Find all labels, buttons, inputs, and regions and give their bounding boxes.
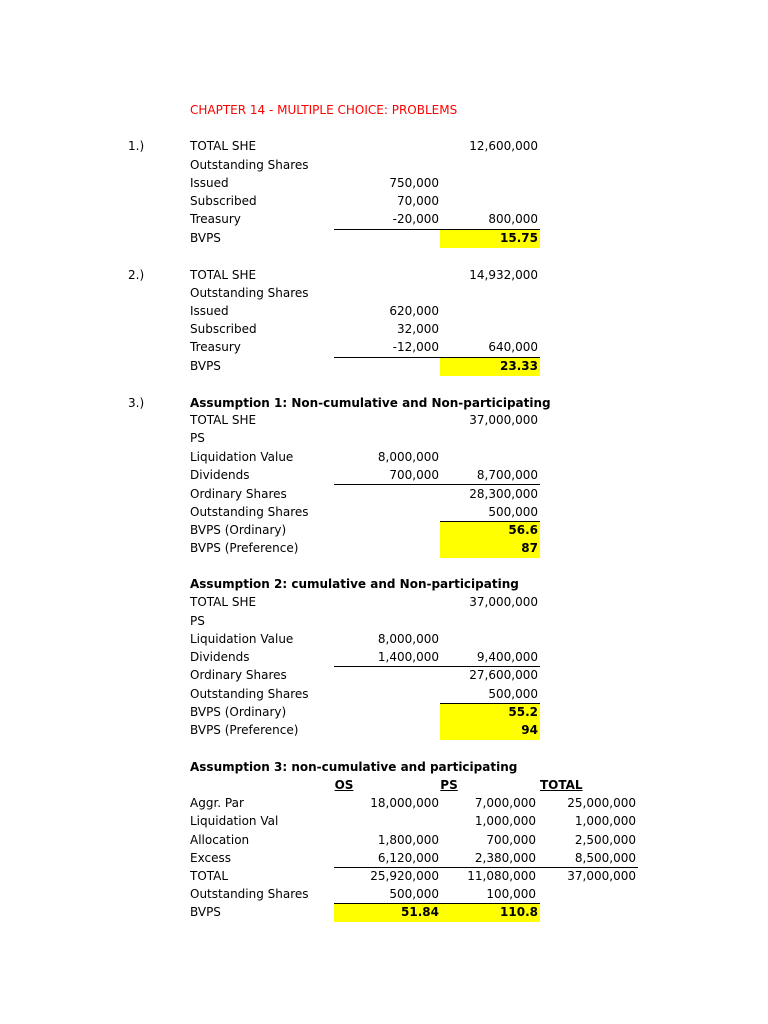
row-label: BVPS — [190, 359, 221, 373]
assumption-heading: Assumption 3: non-cumulative and participating — [190, 760, 518, 774]
ps-value: 11,080,000 — [467, 869, 536, 883]
os-value: 500,000 — [389, 887, 439, 901]
ordinary-shares-value: 27,600,000 — [469, 668, 538, 682]
assumption-heading: Assumption 1: Non-cumulative and Non-participating — [190, 396, 551, 410]
row-label: TOTAL SHE — [190, 595, 257, 609]
row-label: Outstanding Shares — [190, 687, 309, 701]
column-header-os: OS — [334, 778, 354, 792]
outstanding-value: 640,000 — [488, 340, 538, 354]
ps-value: 2,380,000 — [474, 851, 536, 865]
row-label: Issued — [190, 176, 229, 190]
row-label: Allocation — [190, 833, 250, 847]
page-title: CHAPTER 14 - MULTIPLE CHOICE: PROBLEMS — [190, 103, 458, 117]
total-value: 37,000,000 — [567, 869, 636, 883]
ps-value: 700,000 — [486, 833, 536, 847]
row-label: Aggr. Par — [190, 796, 244, 810]
problem-number: 1.) — [128, 139, 145, 153]
row-label: Excess — [190, 851, 231, 865]
row-label: Outstanding Shares — [190, 887, 309, 901]
dividends-value: 700,000 — [389, 468, 439, 482]
row-label: BVPS (Preference) — [190, 541, 299, 555]
row-label: BVPS (Preference) — [190, 723, 299, 737]
total-value: 25,000,000 — [567, 796, 636, 810]
liquidation-value: 8,000,000 — [377, 450, 439, 464]
row-label: Issued — [190, 304, 229, 318]
total-value: 8,500,000 — [574, 851, 636, 865]
row-label: Treasury — [190, 212, 241, 226]
row-label: Outstanding Shares — [190, 158, 309, 172]
bvps-preference-value: 87 — [521, 541, 538, 555]
os-value — [334, 812, 439, 830]
outstanding-value: 500,000 — [488, 687, 538, 701]
row-label: Subscribed — [190, 194, 257, 208]
row-label: Ordinary Shares — [190, 668, 287, 682]
subscribed-value: 32,000 — [397, 322, 439, 336]
row-label: BVPS — [190, 231, 221, 245]
row-label: BVPS — [190, 905, 221, 919]
total-she-value: 37,000,000 — [469, 595, 538, 609]
row-label: TOTAL — [190, 869, 229, 883]
treasury-value: -12,000 — [392, 340, 439, 354]
problem-number: 3.) — [128, 396, 145, 410]
row-label: TOTAL SHE — [190, 139, 257, 153]
row-label: Dividends — [190, 468, 250, 482]
bvps-ordinary-value: 55.2 — [508, 705, 538, 719]
row-label: Ordinary Shares — [190, 487, 287, 501]
row-label: Liquidation Val — [190, 814, 279, 828]
treasury-value: -20,000 — [392, 212, 439, 226]
row-label: BVPS (Ordinary) — [190, 705, 287, 719]
os-value: 25,920,000 — [370, 869, 439, 883]
os-value: 1,800,000 — [377, 833, 439, 847]
ordinary-shares-value: 28,300,000 — [469, 487, 538, 501]
ps-bvps-value: 110.8 — [500, 905, 538, 919]
outstanding-value: 500,000 — [488, 505, 538, 519]
subscribed-value: 70,000 — [397, 194, 439, 208]
bvps-value: 23.33 — [500, 359, 538, 373]
row-label: Subscribed — [190, 322, 257, 336]
total-she-value: 37,000,000 — [469, 413, 538, 427]
ps-value: 100,000 — [486, 887, 536, 901]
ps-value: 1,000,000 — [474, 814, 536, 828]
ps-total-value: 9,400,000 — [476, 650, 538, 664]
bvps-ordinary-value: 56.6 — [508, 523, 538, 537]
row-label: Outstanding Shares — [190, 505, 309, 519]
ps-total-value: 8,700,000 — [476, 468, 538, 482]
os-value: 6,120,000 — [377, 851, 439, 865]
total-she-value: 14,932,000 — [469, 268, 538, 282]
issued-value: 620,000 — [389, 304, 439, 318]
row-label: Outstanding Shares — [190, 286, 309, 300]
liquidation-value: 8,000,000 — [377, 632, 439, 646]
row-label: Dividends — [190, 650, 250, 664]
row-label: PS — [190, 431, 205, 445]
problem-number: 2.) — [128, 268, 145, 282]
row-label: Liquidation Value — [190, 632, 294, 646]
row-label: PS — [190, 614, 205, 628]
dividends-value: 1,400,000 — [377, 650, 439, 664]
row-label: Liquidation Value — [190, 450, 294, 464]
total-value: 2,500,000 — [574, 833, 636, 847]
os-value: 18,000,000 — [370, 796, 439, 810]
bvps-preference-value: 94 — [521, 723, 538, 737]
issued-value: 750,000 — [389, 176, 439, 190]
total-she-value: 12,600,000 — [469, 139, 538, 153]
row-label: Treasury — [190, 340, 241, 354]
bvps-value: 15.75 — [500, 231, 538, 245]
row-label: TOTAL SHE — [190, 268, 257, 282]
column-header-total: TOTAL — [540, 778, 583, 792]
row-label: BVPS (Ordinary) — [190, 523, 287, 537]
column-header-ps: PS — [440, 778, 458, 792]
ps-value: 7,000,000 — [474, 796, 536, 810]
row-label: TOTAL SHE — [190, 413, 257, 427]
outstanding-value: 800,000 — [488, 212, 538, 226]
assumption-heading: Assumption 2: cumulative and Non-participating — [190, 577, 519, 591]
os-bvps-value: 51.84 — [401, 905, 439, 919]
total-value: 1,000,000 — [574, 814, 636, 828]
